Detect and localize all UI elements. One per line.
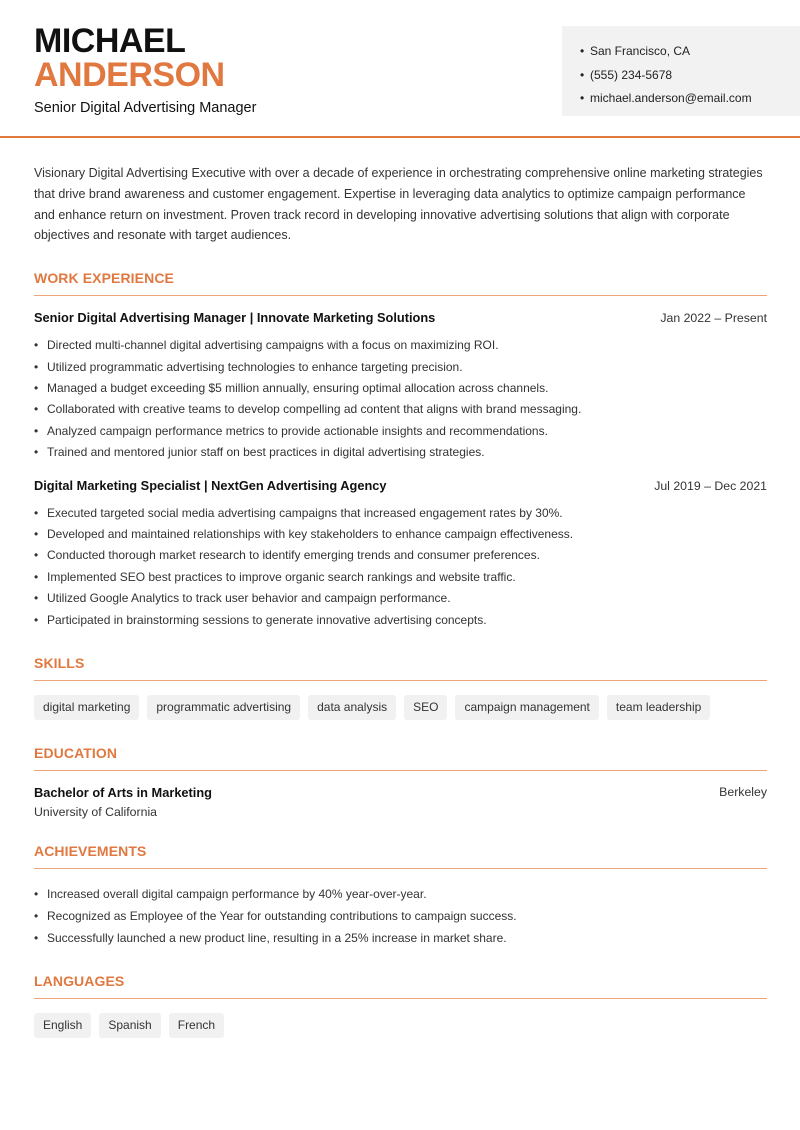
- list-item: • Executed targeted social media advertising campaigns that increased engagement rates by 30%.: [34, 503, 767, 524]
- job-bullets: [34, 335, 767, 463]
- skill-tag: SEO: [404, 695, 447, 720]
- skill-tag: digital marketing: [34, 695, 139, 720]
- contact-phone: • (555) 234-5678: [580, 64, 800, 88]
- list-item: • Developed and maintained relationships with key stakeholders to enhance campaign effectiveness.: [34, 524, 767, 545]
- job-header: [34, 310, 767, 325]
- achievement-list: [34, 883, 767, 949]
- education-school: University of California: [34, 805, 158, 820]
- contact-email: • michael.anderson@email.com: [580, 87, 800, 111]
- list-item: • Utilized programmatic advertising technologies to enhance targeting precision.: [34, 357, 767, 378]
- list-item: • Managed a budget exceeding $5 million annually, ensuring optimal allocation across channels.: [34, 378, 767, 399]
- list-item: • Trained and mentored junior staff on best practices in digital advertising strategies.: [34, 442, 767, 463]
- list-item: • Successfully launched a new product line, resulting in a 25% increase in market share.: [34, 927, 767, 949]
- list-item: • Analyzed campaign performance metrics to provide actionable insights and recommendations.: [34, 421, 767, 442]
- section-title-languages: LANGUAGES: [34, 973, 767, 999]
- list-item: • Utilized Google Analytics to track user behavior and campaign performance.: [34, 588, 767, 609]
- education-section: [34, 745, 767, 819]
- candidate-name: [34, 24, 225, 92]
- first-name: MICHAEL: [34, 22, 186, 60]
- profile-summary: Visionary Digital Advertising Executive with over a decade of experience in orchestrating comprehensive online marketing strategies that drive brand awareness and customer engagement. Expertise in leveraging data analytics to optimize campaign performance and enhance return on investment. Proven track record in developing innovative advertising solutions that align with corporate objectives and resonate with target audiences.: [34, 166, 763, 243]
- list-item: • Implemented SEO best practices to improve organic search rankings and website traffic.: [34, 567, 767, 588]
- skill-tag: data analysis: [308, 695, 396, 720]
- job-entry: [34, 478, 767, 631]
- job-role: Senior Digital Advertising Manager | Innovate Marketing Solutions: [34, 310, 436, 326]
- job-header: [34, 478, 767, 493]
- skill-tag: team leadership: [607, 695, 710, 720]
- job-dates: Jul 2019 – Dec 2021: [654, 478, 767, 493]
- section-title-work: WORK EXPERIENCE: [34, 270, 767, 296]
- skill-tag: programmatic advertising: [147, 695, 300, 720]
- education-header: [34, 785, 767, 800]
- last-name: ANDERSON: [34, 56, 225, 94]
- language-tags: [34, 1013, 767, 1038]
- list-item: • Participated in brainstorming sessions to generate innovative advertising concepts.: [34, 610, 767, 631]
- list-item: • Collaborated with creative teams to develop compelling ad content that aligns with brand messaging.: [34, 399, 767, 420]
- list-item: • Directed multi-channel digital advertising campaigns with a focus on maximizing ROI.: [34, 335, 767, 356]
- contact-list: [580, 40, 800, 111]
- job-bullets: [34, 503, 767, 631]
- skill-tags: [34, 695, 767, 720]
- language-tag: English: [34, 1013, 91, 1038]
- education-location: Berkeley: [719, 785, 767, 800]
- candidate-title: Senior Digital Advertising Manager: [34, 100, 257, 116]
- education-degree: Bachelor of Arts in Marketing: [34, 785, 213, 801]
- achievements-section: [34, 843, 767, 949]
- list-item: • Increased overall digital campaign performance by 40% year-over-year.: [34, 883, 767, 905]
- list-item: • Conducted thorough market research to identify emerging trends and consumer preferences.: [34, 545, 767, 566]
- section-title-achievements: ACHIEVEMENTS: [34, 843, 767, 869]
- list-item: • Recognized as Employee of the Year for outstanding contributions to campaign success.: [34, 905, 767, 927]
- contact-location: • San Francisco, CA: [580, 40, 800, 64]
- contact-box: [562, 26, 800, 116]
- job-role: Digital Marketing Specialist | NextGen Advertising Agency: [34, 477, 387, 493]
- work-experience-section: [34, 270, 767, 631]
- job-dates: Jan 2022 – Present: [660, 311, 767, 326]
- job-entry: [34, 310, 767, 463]
- language-tag: French: [169, 1013, 224, 1038]
- resume-body: [34, 163, 767, 1038]
- section-title-education: EDUCATION: [34, 745, 767, 771]
- skills-section: [34, 655, 767, 720]
- skill-tag: campaign management: [455, 695, 598, 720]
- section-title-skills: SKILLS: [34, 655, 767, 681]
- language-tag: Spanish: [99, 1013, 160, 1038]
- resume-header: [0, 0, 800, 138]
- languages-section: [34, 973, 767, 1038]
